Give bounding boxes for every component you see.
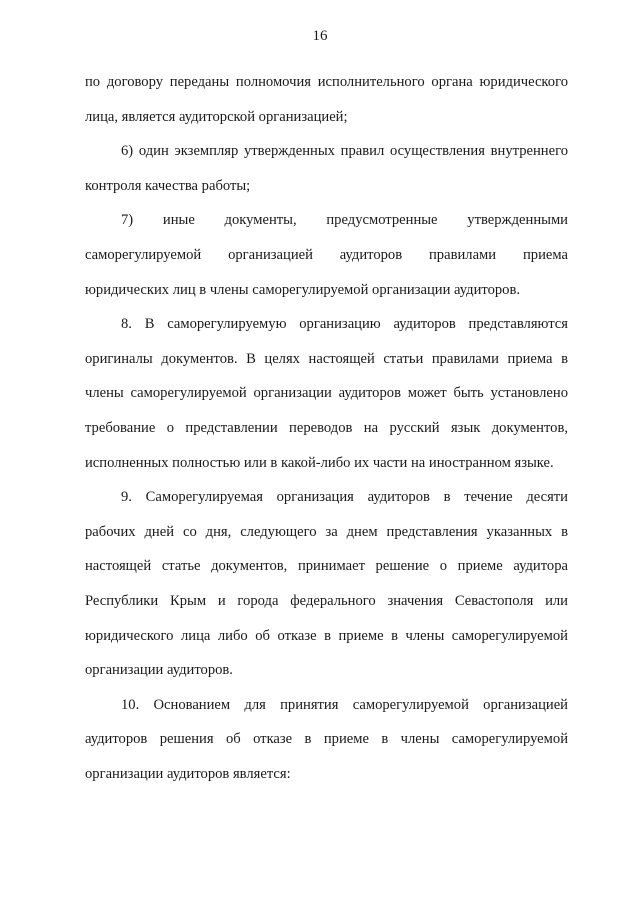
body-line: рабочих дней со дня, следующего за днем представления указанных в — [85, 523, 568, 540]
body-line: по договору переданы полномочия исполнительного органа юридического — [85, 74, 568, 90]
body-line: 9. Саморегулируемая организация аудиторов в течение десяти — [121, 489, 568, 506]
body-line: требование о представлении переводов на русский язык документов, — [85, 419, 568, 436]
body-line: настоящей статье документов, принимает решение о приеме аудитора — [85, 558, 568, 575]
body-line: юридического лица либо об отказе в приеме в члены саморегулируемой — [85, 627, 568, 644]
body-line: аудиторов решения об отказе в приеме в члены саморегулируемой — [85, 731, 568, 748]
body-line: юридических лиц в члены саморегулируемой организации аудиторов. — [85, 281, 521, 298]
body-line: организации аудиторов. — [85, 662, 233, 679]
body-line: 6) один экземпляр утвержденных правил осуществления внутреннего — [121, 143, 568, 160]
document-body — [85, 72, 568, 798]
page-number: 16 — [312, 28, 328, 44]
body-line: контроля качества работы; — [85, 177, 251, 194]
body-line: оригиналы документов. В целях настоящей статьи правилами приема в — [85, 350, 568, 367]
body-line: лица, является аудиторской организацией; — [85, 108, 348, 125]
body-line: Республики Крым и города федерального значения Севастополя или — [85, 592, 568, 609]
body-line: организации аудиторов является: — [85, 765, 291, 782]
body-line: 8. В саморегулируемую организацию аудиторов представляются — [121, 316, 568, 333]
body-line: члены саморегулируемой организации аудиторов может быть установлено — [85, 385, 568, 402]
body-line: исполненных полностью или в какой-либо их части на иностранном языке. — [85, 454, 554, 471]
body-line: 7) иные документы, предусмотренные утвержденными — [121, 212, 568, 229]
body-line: 10. Основанием для принятия саморегулируемой организацией — [121, 696, 568, 713]
body-line: саморегулируемой организацией аудиторов правилами приема — [85, 246, 568, 263]
